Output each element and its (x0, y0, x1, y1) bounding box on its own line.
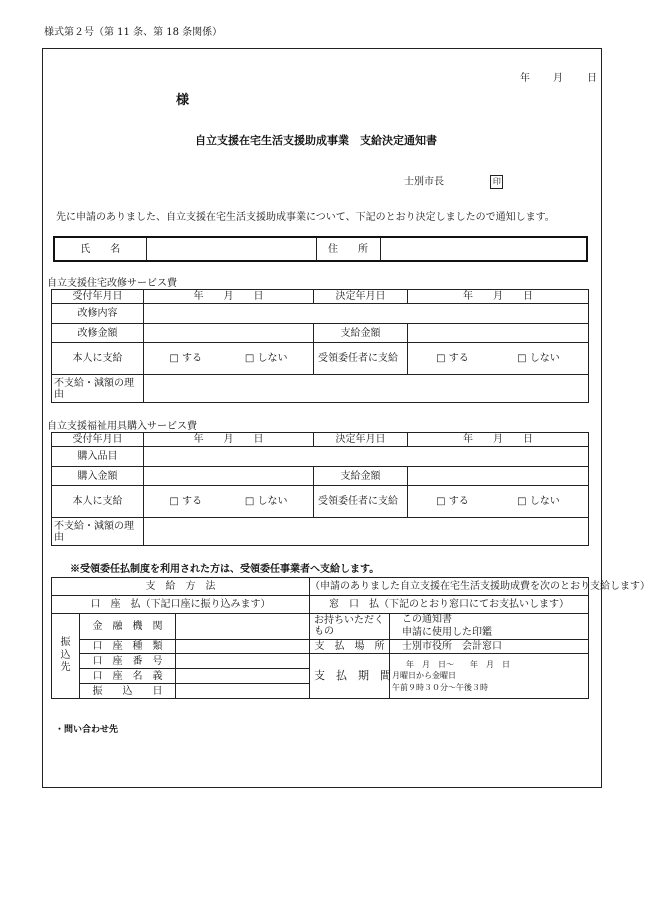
bring-item: 申請に使用した印鑑 (402, 626, 493, 638)
bank-name-field[interactable] (176, 614, 310, 640)
account-type-field[interactable] (176, 640, 310, 654)
section2-table (51, 432, 589, 546)
bank-name-label: 金 融 機 関 (80, 614, 176, 640)
counter-payment-label: 窓 口 払（下記のとおり窓口にてお支払いします） (310, 596, 589, 614)
account-type-label: 口 座 種 類 (80, 640, 176, 654)
self-dont-checkbox[interactable]: □ しない (244, 496, 288, 507)
pay-to-agent-options (408, 486, 589, 518)
address-label: 住 所 (316, 237, 380, 261)
agent-do-checkbox[interactable]: □ する (436, 496, 469, 507)
period-label: 支 払 期 間 (310, 654, 390, 699)
date-year: 年 (520, 73, 530, 84)
name-label: 氏 名 (54, 237, 146, 261)
receipt-date-value: 年 月 日 (144, 290, 314, 304)
self-dont-checkbox[interactable]: □ しない (244, 353, 288, 364)
decision-date-label: 決定年月日 (314, 290, 408, 304)
pay-amount-field[interactable] (408, 467, 589, 486)
pay-amount-label: 支給金額 (314, 324, 408, 343)
amount-field[interactable] (144, 467, 314, 486)
transfer-date-field[interactable] (176, 684, 310, 699)
issuer-label: 士別市長 (404, 176, 444, 188)
pay-to-self-options (144, 343, 314, 375)
section1-heading: 自立支援住宅改修サービス費 (47, 278, 177, 289)
agent-dont-checkbox[interactable]: □ しない (517, 353, 560, 364)
pay-to-agent-label: 受領委任者に支給 (314, 486, 408, 518)
section2-heading: 自立支援福祉用具購入サービス費 (47, 421, 197, 432)
seal-icon: 印 (490, 175, 503, 189)
receipt-date-label: 受付年月日 (52, 290, 144, 304)
pay-to-self-label: 本人に支給 (52, 486, 144, 518)
form-number: 様式第２号（第 11 条、第 18 条関係） (44, 27, 223, 38)
address-field[interactable] (380, 237, 587, 261)
name-field[interactable] (146, 237, 316, 261)
decision-date-value: 年 月 日 (408, 290, 589, 304)
inquiry-label: ・問い合わせ先 (55, 725, 119, 735)
reason-label: 不支給・減額の理由 (52, 375, 144, 403)
agent-do-checkbox[interactable]: □ する (436, 353, 469, 364)
receipt-date-label: 受付年月日 (52, 433, 144, 447)
decision-date-label: 決定年月日 (314, 433, 408, 447)
decision-date-value: 年 月 日 (408, 433, 589, 447)
content-field[interactable] (144, 304, 589, 324)
payment-table (51, 577, 650, 699)
account-holder-field[interactable] (176, 669, 310, 684)
amount-label: 改修金額 (52, 324, 144, 343)
content-field[interactable] (144, 447, 589, 467)
self-do-checkbox[interactable]: □ する (169, 353, 203, 364)
transfer-dest-label: 振込先 (52, 614, 80, 699)
place-value: 士別市役所 会計窓口 (390, 640, 589, 654)
bank-transfer-label: 口 座 払（下記口座に振り込みます） (52, 596, 310, 614)
date-day: 日 (587, 73, 597, 84)
period-value (390, 654, 589, 699)
pay-amount-label: 支給金額 (314, 467, 408, 486)
agent-payment-note: ※受領委任払制度を利用された方は、受領委任事業者へ支給します。 (70, 564, 380, 575)
bring-label: お持ちいただくもの (310, 614, 390, 640)
date-month: 月 (553, 73, 563, 84)
payment-method-label: 支 給 方 法 (52, 578, 310, 596)
transfer-date-label: 振 込 日 (80, 684, 176, 699)
addressee-suffix: 様 (176, 93, 190, 108)
account-holder-label: 口 座 名 義 (80, 669, 176, 684)
bring-items (390, 614, 589, 640)
pay-to-self-options (144, 486, 314, 518)
amount-label: 購入金額 (52, 467, 144, 486)
pay-to-agent-label: 受領委任者に支給 (314, 343, 408, 375)
intro-text: 先に申請のありました、自立支援在宅生活支援助成事業について、下記のとおり決定しましたので通知します。 (56, 212, 555, 223)
period-days: 月曜日から金曜日 (392, 671, 457, 681)
receipt-date-value: 年 月 日 (144, 433, 314, 447)
reason-label: 不支給・減額の理由 (52, 518, 144, 546)
place-label: 支 払 場 所 (310, 640, 390, 654)
pay-to-agent-options (408, 343, 589, 375)
account-number-label: 口 座 番 号 (80, 654, 176, 669)
content-label: 改修内容 (52, 304, 144, 324)
applicant-table (53, 236, 588, 262)
account-number-field[interactable] (176, 654, 310, 669)
document-title: 自立支援在宅生活支援助成事業 支給決定通知書 (195, 134, 437, 147)
section1-table (51, 289, 589, 403)
bring-item: この通知書 (402, 614, 453, 625)
amount-field[interactable] (144, 324, 314, 343)
agent-dont-checkbox[interactable]: □ しない (517, 496, 560, 507)
issuer-name (404, 175, 503, 189)
content-label: 購入品目 (52, 447, 144, 467)
period-dates: 年 月 日～ 年 月 日 (406, 659, 511, 669)
pay-to-self-label: 本人に支給 (52, 343, 144, 375)
payment-method-desc: （申請のありました自立支援在宅生活支援助成費を次のとおり支給します） (310, 578, 589, 596)
reason-field[interactable] (144, 518, 589, 546)
reason-field[interactable] (144, 375, 589, 403)
self-do-checkbox[interactable]: □ する (169, 496, 203, 507)
pay-amount-field[interactable] (408, 324, 589, 343)
period-hours: 午前９時３０分～午後３時 (392, 682, 489, 692)
